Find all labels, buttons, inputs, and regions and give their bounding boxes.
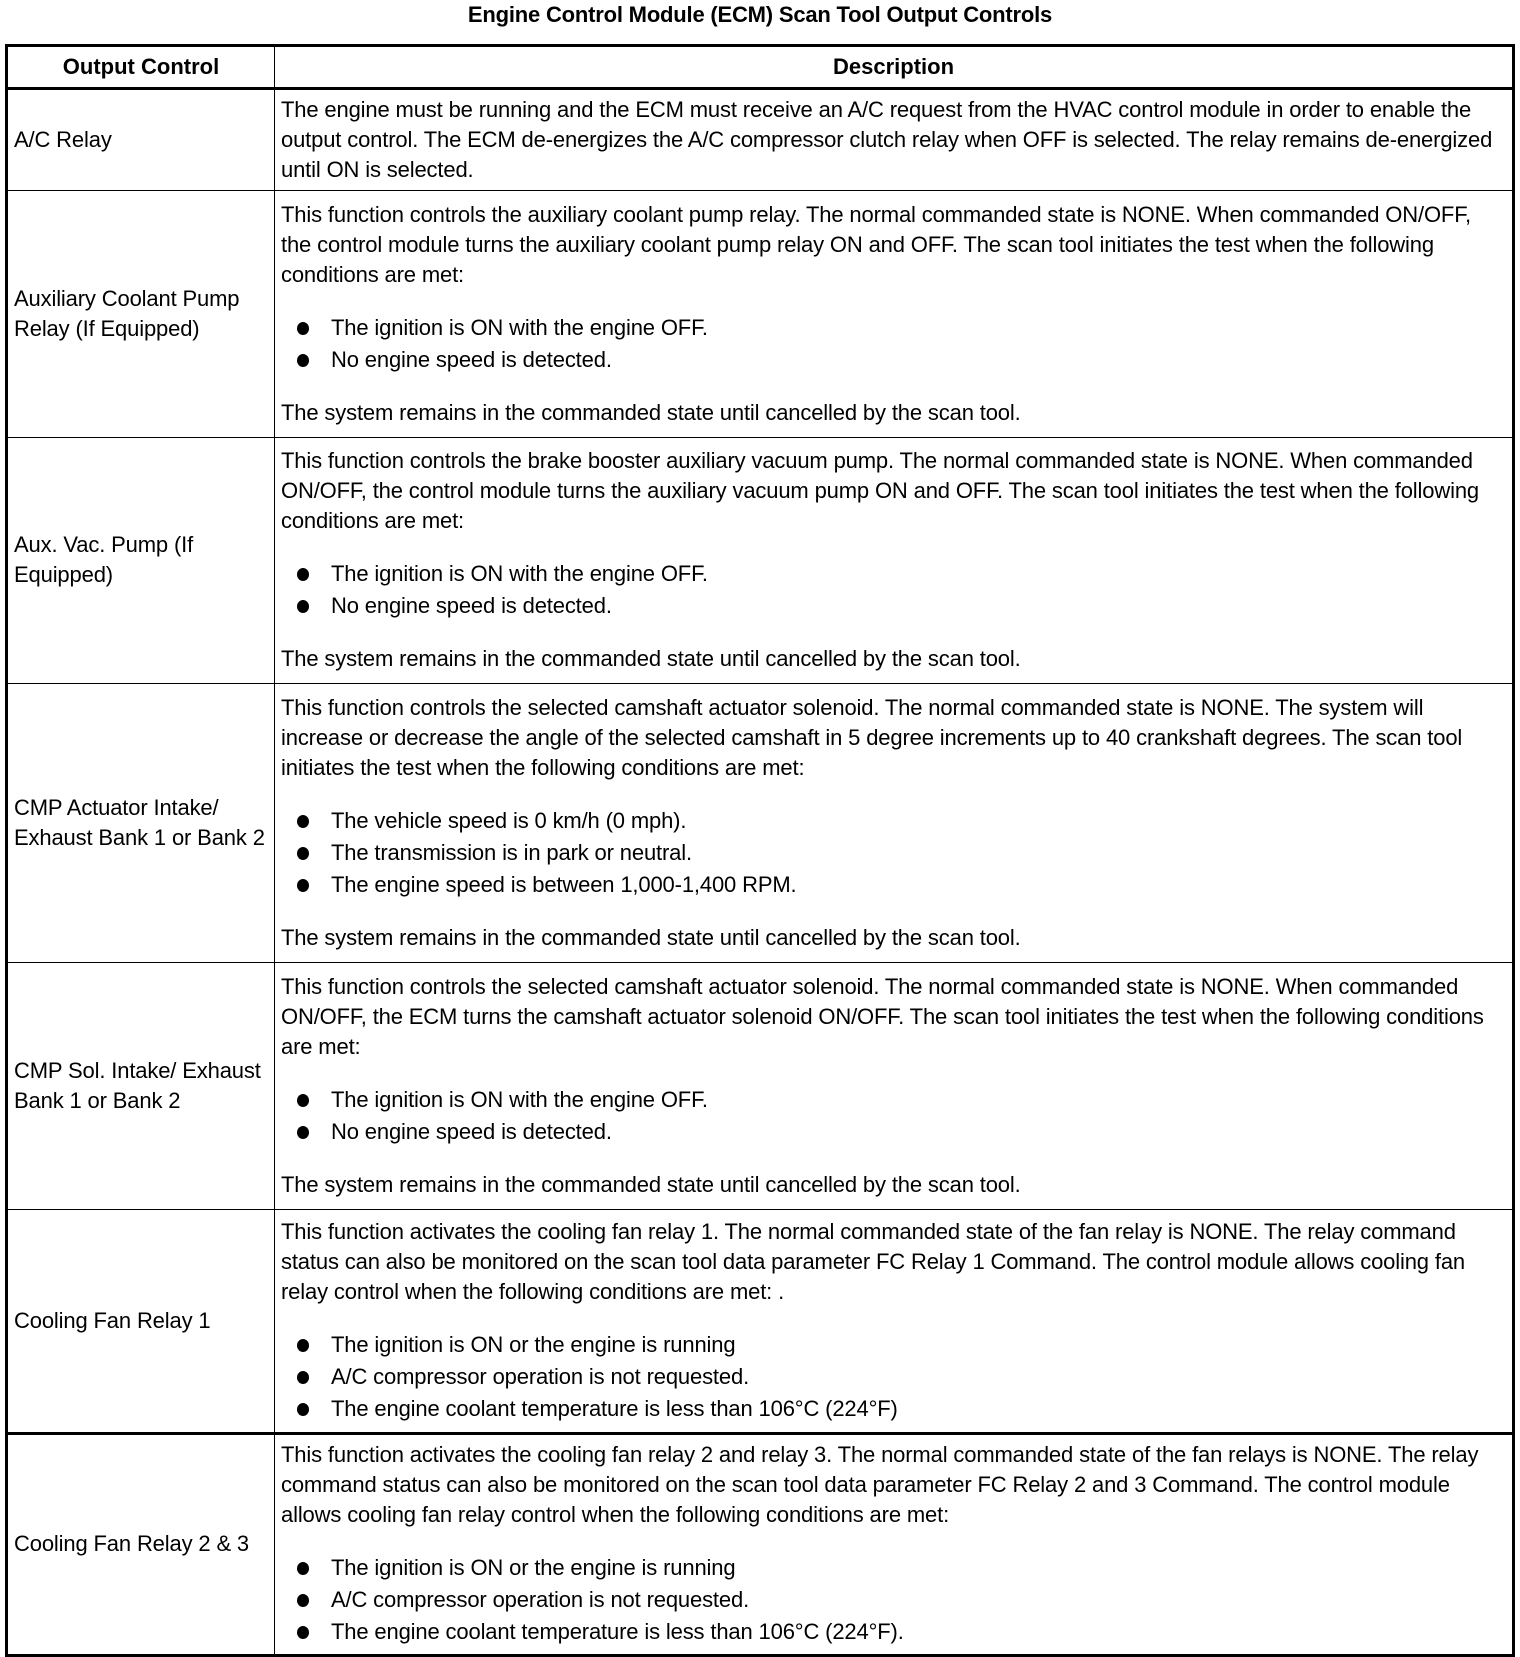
closing-text: The system remains in the commanded state until cancelled by the scan tool. <box>281 646 1021 671</box>
output-control-cell: CMP Sol. Intake/ Exhaust Bank 1 or Bank 2 <box>7 963 275 1210</box>
bullet-icon <box>297 568 309 581</box>
table-row <box>7 1210 1514 1434</box>
bullet-icon <box>297 847 309 860</box>
condition-item: The engine speed is between 1,000-1,400 RPM. <box>297 869 1506 901</box>
table-header-row <box>7 46 1514 89</box>
bullet-icon <box>297 1126 309 1139</box>
condition-item: No engine speed is detected. <box>297 1116 1506 1148</box>
condition-item: The vehicle speed is 0 km/h (0 mph). <box>297 805 1506 837</box>
table-row <box>7 684 1514 963</box>
bullet-icon <box>297 1403 309 1416</box>
description-text: This function activates the cooling fan relay 2 and relay 3. The normal commanded state of the fan relays is NONE. The relay command status can also be monitored on the scan tool data parameter FC Relay 2 and 3 Command. The control module allows cooling fan relay control when the following conditions are met: <box>281 1442 1479 1527</box>
condition-item: The ignition is ON with the engine OFF. <box>297 1084 1506 1116</box>
table-row <box>7 89 1514 191</box>
description-text: The engine must be running and the ECM must receive an A/C request from the HVAC control module in order to enable the output control. The ECM de-energizes the A/C compressor clutch relay when OFF is selected. The relay remains de-energized until ON is selected. <box>281 96 1493 182</box>
bullet-icon <box>297 1626 309 1639</box>
description-cell <box>275 1434 1514 1656</box>
bullet-icon <box>297 1339 309 1352</box>
bullet-icon <box>297 600 309 613</box>
description-text: This function activates the cooling fan relay 1. The normal commanded state of the fan relay is NONE. The relay command status can also be monitored on the scan tool data parameter FC Relay 1 Command. The control module allows cooling fan relay control when the following conditions are met: . <box>281 1218 1465 1304</box>
description-text: This function controls the auxiliary coolant pump relay. The normal commanded state is NONE. When commanded ON/OFF, the control module turns the auxiliary coolant pump relay ON and OFF. The scan tool initiates the test when the following conditions are met: <box>281 201 1472 287</box>
closing-text: The system remains in the commanded state until cancelled by the scan tool. <box>281 924 1021 950</box>
description-text: This function controls the brake booster auxiliary vacuum pump. The normal commanded state is NONE. When commanded ON/OFF, the control module turns the auxiliary vacuum pump ON and OFF. The scan tool initiates the test when the following conditions are met: <box>281 448 1479 533</box>
condition-item: The ignition is ON with the engine OFF. <box>297 558 1506 590</box>
table-row <box>7 438 1514 684</box>
output-control-cell: Cooling Fan Relay 2 & 3 <box>7 1434 275 1656</box>
condition-item: A/C compressor operation is not requested. <box>297 1584 1506 1616</box>
header-description: Description <box>275 46 1514 89</box>
conditions-list <box>281 558 1506 622</box>
condition-item: No engine speed is detected. <box>297 590 1506 622</box>
condition-item: The engine coolant temperature is less than 106°C (224°F) <box>297 1393 1506 1425</box>
description-text: This function controls the selected camshaft actuator solenoid. The normal commanded state is NONE. The system will increase or decrease the angle of the selected camshaft in 5 degree increments up to 40 crankshaft degrees. The scan tool initiates the test when the following conditions are met: <box>281 694 1463 780</box>
closing-text: The system remains in the commanded state until cancelled by the scan tool. <box>281 399 1021 425</box>
bullet-icon <box>297 879 309 892</box>
conditions-list <box>281 1084 1506 1148</box>
conditions-list <box>281 1552 1506 1648</box>
closing-text: The system remains in the commanded state until cancelled by the scan tool. <box>281 1171 1021 1197</box>
bullet-icon <box>297 1594 309 1607</box>
bullet-icon <box>297 1562 309 1575</box>
description-cell <box>275 1210 1514 1434</box>
condition-item: The engine coolant temperature is less than 106°C (224°F). <box>297 1616 1506 1648</box>
description-cell <box>275 684 1514 963</box>
table-row <box>7 191 1514 438</box>
condition-item: A/C compressor operation is not requested. <box>297 1361 1506 1393</box>
header-output-control: Output Control <box>7 46 275 89</box>
condition-item: The transmission is in park or neutral. <box>297 837 1506 869</box>
bullet-icon <box>297 1094 309 1107</box>
condition-item: The ignition is ON or the engine is running <box>297 1329 1506 1361</box>
conditions-list <box>281 1329 1506 1425</box>
output-control-cell: CMP Actuator Intake/ Exhaust Bank 1 or Bank 2 <box>7 684 275 963</box>
document-title: Engine Control Module (ECM) Scan Tool Output Controls <box>467 2 1053 27</box>
conditions-list <box>281 805 1506 901</box>
output-control-cell: Aux. Vac. Pump (If Equipped) <box>7 438 275 684</box>
table-row <box>7 1434 1514 1656</box>
output-control-cell: Auxiliary Coolant Pump Relay (If Equipped) <box>7 191 275 438</box>
description-cell <box>275 438 1514 684</box>
condition-item: The ignition is ON or the engine is running <box>297 1552 1506 1584</box>
output-control-cell: A/C Relay <box>7 89 275 191</box>
table-row <box>7 963 1514 1210</box>
condition-item: The ignition is ON with the engine OFF. <box>297 312 1506 344</box>
bullet-icon <box>297 322 309 335</box>
description-cell <box>275 89 1514 191</box>
bullet-icon <box>297 1371 309 1384</box>
bullet-icon <box>297 354 309 367</box>
condition-item: No engine speed is detected. <box>297 344 1506 376</box>
bullet-icon <box>297 815 309 828</box>
description-text: This function controls the selected camshaft actuator solenoid. The normal commanded state is NONE. When commanded ON/OFF, the ECM turns the camshaft actuator solenoid ON/OFF. The scan tool initiates the test when the following conditions are met: <box>281 973 1484 1059</box>
output-control-cell: Cooling Fan Relay 1 <box>7 1210 275 1434</box>
description-cell <box>275 191 1514 438</box>
conditions-list <box>281 312 1506 376</box>
output-controls-table <box>5 44 1515 1657</box>
description-cell <box>275 963 1514 1210</box>
